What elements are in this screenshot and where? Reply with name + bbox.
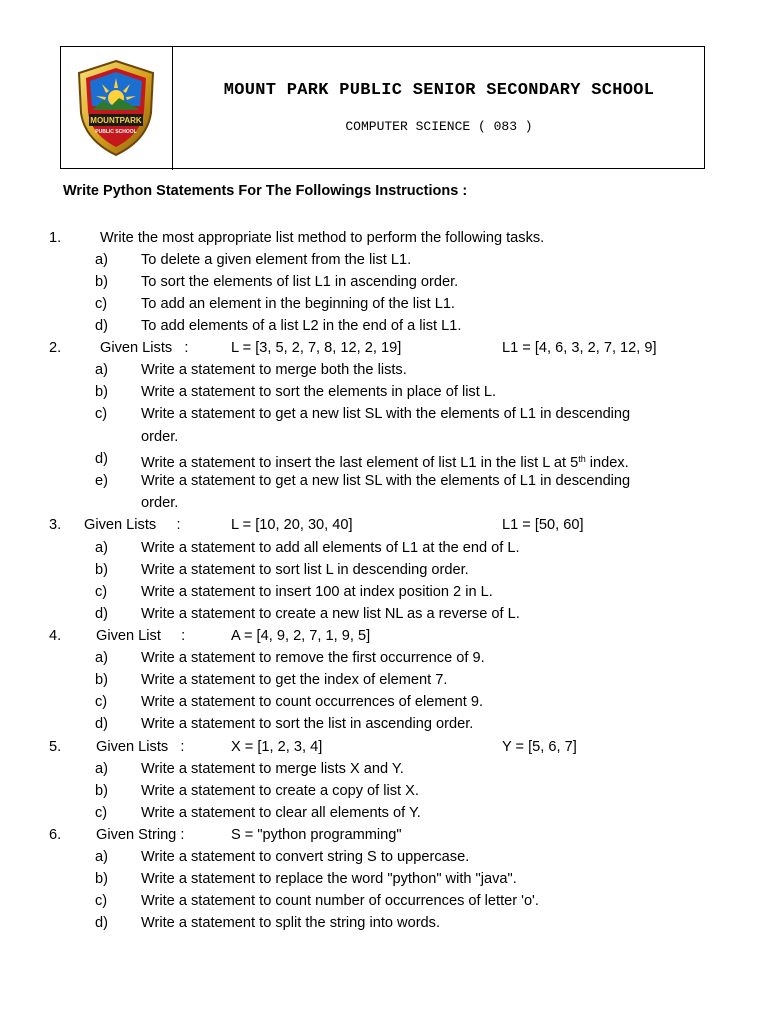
question-number: 3. xyxy=(49,517,62,533)
item-text: Write a statement to sort the elements in place of list L. xyxy=(141,384,497,400)
given-label: Given List : xyxy=(96,628,186,644)
logo-text-1: MOUNTPARK xyxy=(90,116,142,125)
item-letter: b) xyxy=(95,672,108,688)
item-letter: d) xyxy=(95,451,108,467)
item-text-part: index. xyxy=(585,455,629,471)
item-text-cont: order. xyxy=(141,429,179,445)
given-value-1: L = [10, 20, 30, 40] xyxy=(231,517,353,533)
item-text: Write a statement to get a new list SL with the elements of L1 in descending xyxy=(141,473,631,489)
given-value-2: L1 = [50, 60] xyxy=(502,517,584,533)
item-text: To delete a given element from the list L1. xyxy=(141,252,412,268)
given-value-2: Y = [5, 6, 7] xyxy=(502,739,577,755)
logo-cell xyxy=(61,47,173,170)
item-text: Write a statement to merge lists X and Y. xyxy=(141,761,404,777)
item-text: Write a statement to count number of occurrences of letter 'o'. xyxy=(141,893,539,909)
item-text: Write a statement to insert 100 at index position 2 in L. xyxy=(141,584,493,600)
item-letter: a) xyxy=(95,650,108,666)
given-value-1: S = "python programming" xyxy=(231,827,402,843)
item-letter: c) xyxy=(95,296,108,312)
item-text: To add elements of a list L2 in the end of a list L1. xyxy=(141,318,462,334)
question-number: 1. xyxy=(49,230,62,246)
item-text: Write a statement to create a new list NL as a reverse of L. xyxy=(141,606,520,622)
item-text xyxy=(141,449,629,473)
given-value-2: L1 = [4, 6, 3, 2, 7, 12, 9] xyxy=(502,340,657,356)
question-number: 4. xyxy=(49,628,62,644)
item-letter: b) xyxy=(95,783,108,799)
given-value-1: X = [1, 2, 3, 4] xyxy=(231,739,323,755)
question-number: 6. xyxy=(49,827,62,843)
item-letter: c) xyxy=(95,805,108,821)
item-letter: b) xyxy=(95,384,108,400)
subject-title: COMPUTER SCIENCE ( 083 ) xyxy=(345,119,533,134)
item-letter: d) xyxy=(95,915,108,931)
given-label: Given Lists : xyxy=(84,517,181,533)
school-logo-icon xyxy=(75,58,157,158)
item-text: Write a statement to get a new list SL with the elements of L1 in descending xyxy=(141,406,631,422)
header-box xyxy=(60,46,705,169)
item-letter: a) xyxy=(95,540,108,556)
given-label: Given Lists : xyxy=(96,739,185,755)
item-letter: d) xyxy=(95,318,108,334)
superscript: th xyxy=(578,454,586,464)
given-label: Given Lists : xyxy=(100,340,189,356)
item-text: Write a statement to convert string S to uppercase. xyxy=(141,849,470,865)
item-letter: e) xyxy=(95,473,108,489)
item-text: Write a statement to sort the list in ascending order. xyxy=(141,716,474,732)
item-letter: a) xyxy=(95,849,108,865)
given-value-1: A = [4, 9, 2, 7, 1, 9, 5] xyxy=(231,628,371,644)
item-text: Write a statement to count occurrences of element 9. xyxy=(141,694,484,710)
item-letter: b) xyxy=(95,871,108,887)
item-letter: c) xyxy=(95,694,108,710)
item-text-part: Write a statement to insert the last element of list L1 in the list L at 5 xyxy=(141,455,579,471)
item-text: Write a statement to get the index of element 7. xyxy=(141,672,448,688)
item-letter: d) xyxy=(95,606,108,622)
item-text: Write a statement to create a copy of list X. xyxy=(141,783,419,799)
item-text: Write a statement to replace the word "python" with "java". xyxy=(141,871,517,887)
question-text: Write the most appropriate list method to perform the following tasks. xyxy=(100,230,545,246)
item-text: Write a statement to clear all elements of Y. xyxy=(141,805,421,821)
item-text: To sort the elements of list L1 in ascending order. xyxy=(141,274,459,290)
item-letter: d) xyxy=(95,716,108,732)
school-name: MOUNT PARK PUBLIC SENIOR SECONDARY SCHOOL xyxy=(223,81,655,100)
item-text-cont: order. xyxy=(141,495,179,511)
item-text: To add an element in the beginning of the list L1. xyxy=(141,296,455,312)
item-text: Write a statement to merge both the lists. xyxy=(141,362,407,378)
question-number: 2. xyxy=(49,340,62,356)
item-letter: a) xyxy=(95,252,108,268)
item-letter: a) xyxy=(95,362,108,378)
item-letter: c) xyxy=(95,893,108,909)
item-text: Write a statement to add all elements of L1 at the end of L. xyxy=(141,540,520,556)
item-text: Write a statement to split the string into words. xyxy=(141,915,441,931)
item-letter: b) xyxy=(95,274,108,290)
item-letter: c) xyxy=(95,584,108,600)
worksheet-heading: Write Python Statements For The Followings Instructions : xyxy=(63,183,468,199)
item-text: Write a statement to remove the first occurrence of 9. xyxy=(141,650,485,666)
item-text: Write a statement to sort list L in descending order. xyxy=(141,562,469,578)
given-label: Given String : xyxy=(96,827,185,843)
item-letter: c) xyxy=(95,406,108,422)
item-letter: a) xyxy=(95,761,108,777)
item-letter: b) xyxy=(95,562,108,578)
logo-text-2: PUBLIC SCHOOL xyxy=(95,129,137,135)
given-value-1: L = [3, 5, 2, 7, 8, 12, 2, 19] xyxy=(231,340,402,356)
question-number: 5. xyxy=(49,739,62,755)
